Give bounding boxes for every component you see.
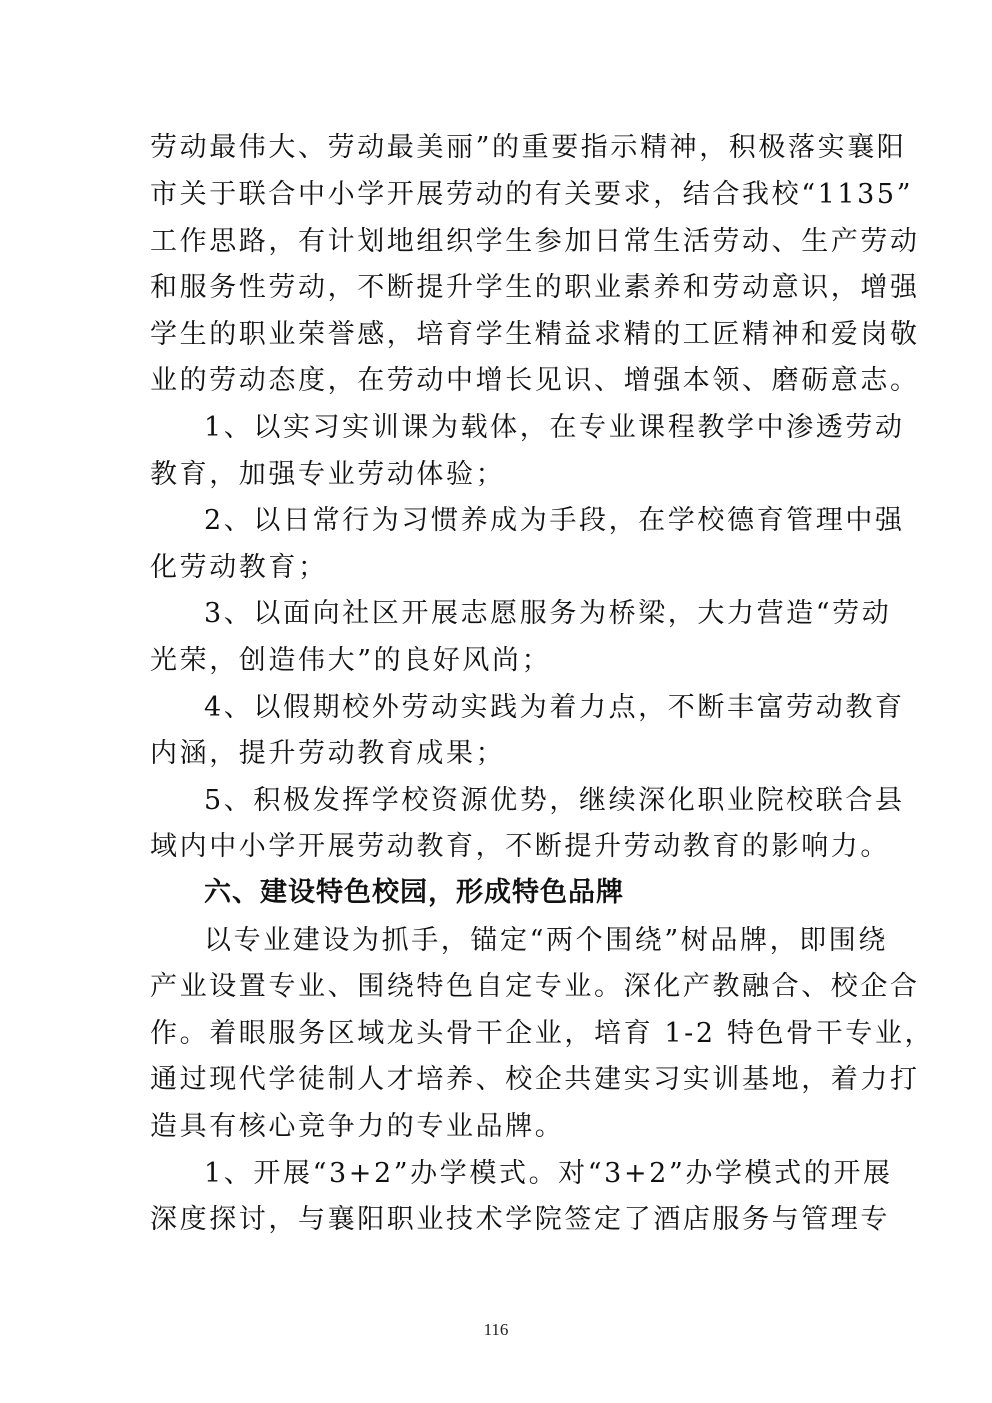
list-item-line: 3、以面向社区开展志愿服务为桥梁，大力营造“劳动 xyxy=(204,598,892,629)
paragraph-line: 深度探讨，与襄阳职业技术学院签定了酒店服务与管理专 xyxy=(150,1204,890,1235)
list-item-line: 5、积极发挥学校资源优势，继续深化职业院校联合县 xyxy=(204,785,905,816)
list-item-line: 2、以日常行为习惯养成为手段，在学校德育管理中强 xyxy=(204,505,905,536)
list-item-line: 4、以假期校外劳动实践为着力点，不断丰富劳动教育 xyxy=(204,692,905,723)
paragraph-line: 作。着眼服务区域龙头骨干企业，培育 1-2 特色骨干专业， xyxy=(150,1018,935,1049)
list-item-line: 光荣，创造伟大”的良好风尚； xyxy=(150,645,552,676)
list-item-line: 域内中小学开展劳动教育，不断提升劳动教育的影响力。 xyxy=(150,831,890,862)
section-heading: 六、建设特色校园，形成特色品牌 xyxy=(204,877,624,908)
paragraph-line: 劳动最伟大、劳动最美丽”的重要指示精神，积极落实襄阳 xyxy=(150,132,907,163)
paragraph-line: 造具有核心竞争力的专业品牌。 xyxy=(150,1111,565,1142)
list-item-line: 化劳动教育； xyxy=(150,552,328,583)
page-number: 116 xyxy=(483,1320,509,1339)
paragraph-line: 以专业建设为抓手，锚定“两个围绕”树品牌，即围绕 xyxy=(204,925,889,956)
paragraph-line: 产业设置专业、围绕特色自定专业。深化产教融合、校企合 xyxy=(150,971,920,1002)
paragraph-line: 1、开展“3+2”办学模式。对“3+2”办学模式的开展 xyxy=(204,1158,893,1189)
paragraph-line: 通过现代学徒制人才培养、校企共建实习实训基地，着力打 xyxy=(150,1064,920,1095)
list-item-line: 内涵，提升劳动教育成果； xyxy=(150,738,506,769)
paragraph-line: 工作思路，有计划地组织学生参加日常生活劳动、生产劳动 xyxy=(150,226,920,257)
list-item-line: 教育，加强专业劳动体验； xyxy=(150,459,506,490)
paragraph-line: 市关于联合中小学开展劳动的有关要求，结合我校“1135” xyxy=(150,179,914,210)
paragraph-line: 业的劳动态度，在劳动中增长见识、增强本领、磨砺意志。 xyxy=(150,365,920,396)
list-item-line: 1、以实习实训课为载体，在专业课程教学中渗透劳动 xyxy=(204,412,905,443)
paragraph-line: 和服务性劳动，不断提升学生的职业素养和劳动意识，增强 xyxy=(150,272,920,303)
paragraph-line: 学生的职业荣誉感，培育学生精益求精的工匠精神和爱岗敬 xyxy=(150,319,920,350)
